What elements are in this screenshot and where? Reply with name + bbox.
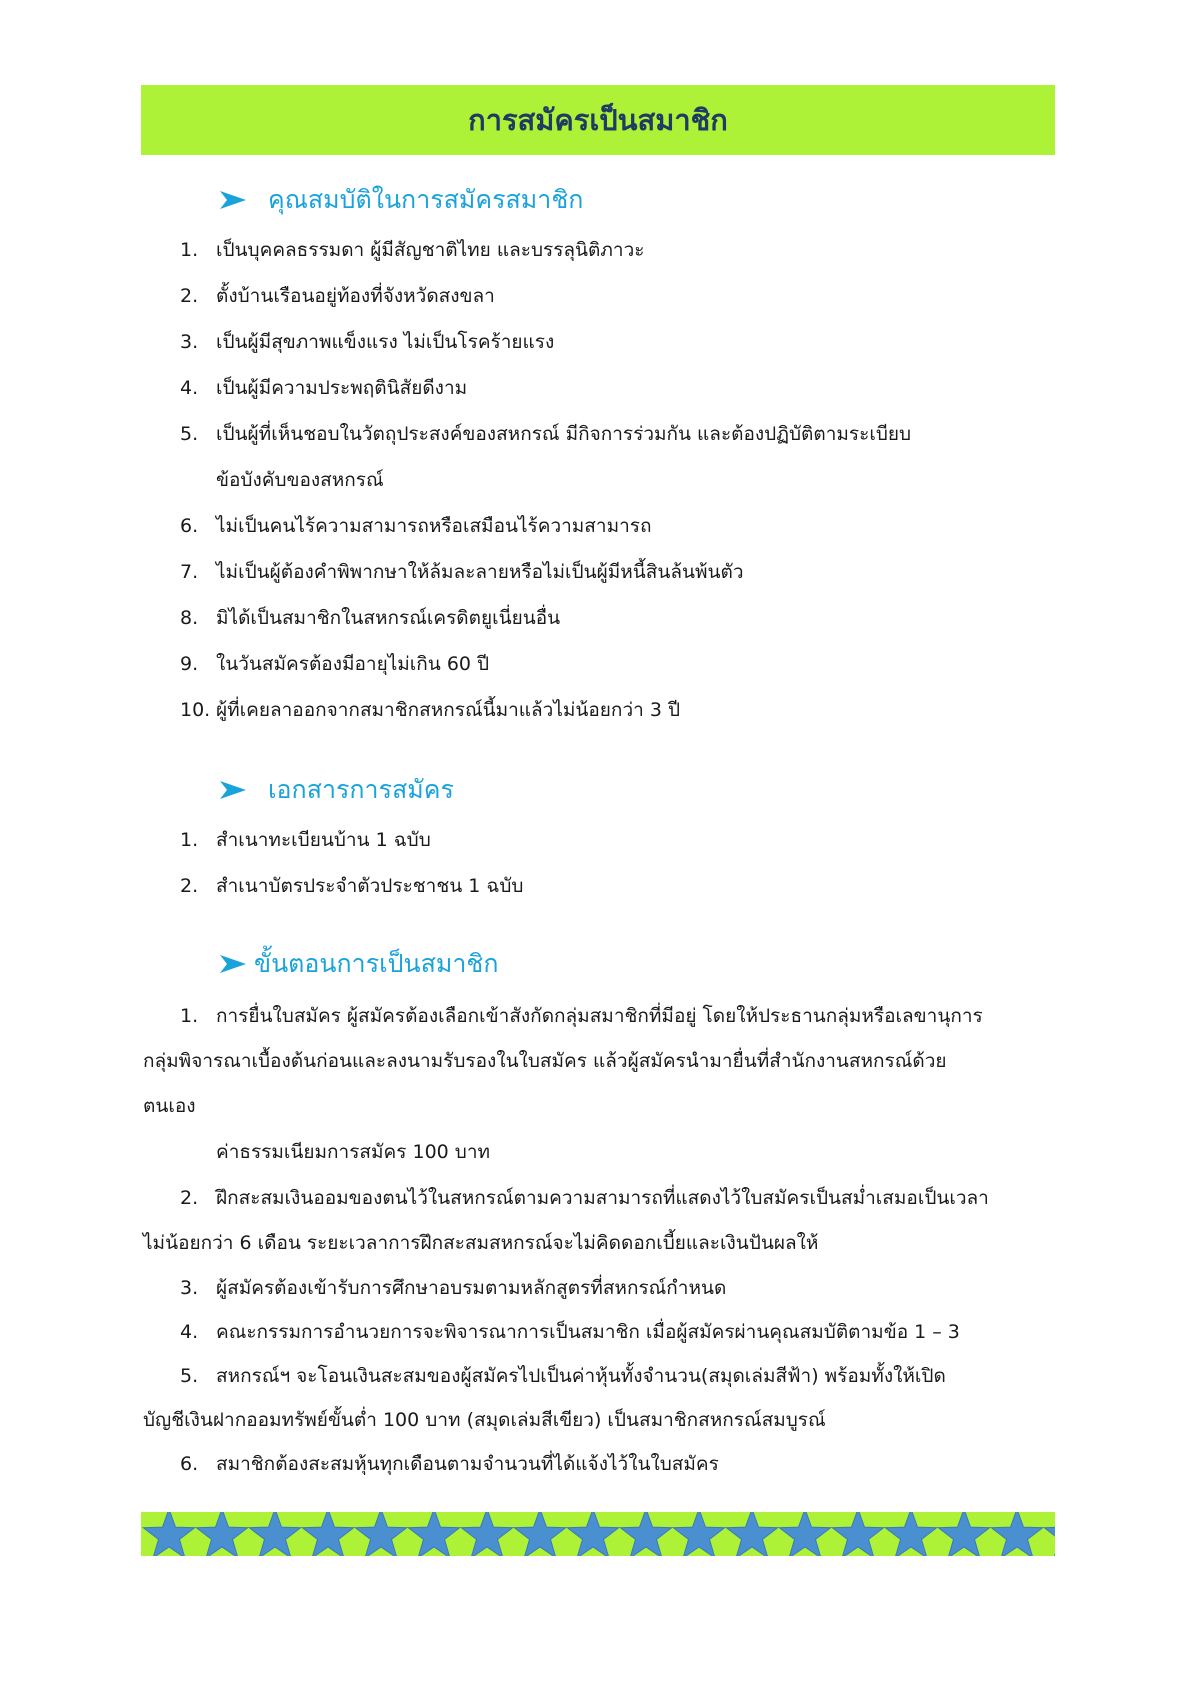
item-number: 7.	[180, 561, 199, 583]
item-text: ฝึกสะสมเงินออมของตนไว้ในสหกรณ์ตามความสามารถที่แสดงไว้ใบสมัครเป็นสม่ำเสมอเป็นเวลา	[216, 1187, 989, 1209]
item-number: 4.	[180, 377, 199, 399]
arrow-right-icon	[218, 189, 248, 211]
arrow-right-icon	[218, 953, 248, 975]
item-text: ผู้สมัครต้องเข้ารับการศึกษาอบรมตามหลักสูตรที่สหกรณ์กำหนด	[216, 1277, 727, 1299]
item-text: ตนเอง	[143, 1095, 196, 1117]
item-text: ไม่เป็นผู้ต้องคำพิพากษาให้ล้มละลายหรือไม่เป็นผู้มีหนี้สินล้นพ้นตัว	[216, 561, 744, 583]
item-number: 3.	[180, 1277, 199, 1299]
item-number: 8.	[180, 607, 199, 629]
item-number: 4.	[180, 1321, 199, 1343]
item-text: มิได้เป็นสมาชิกในสหกรณ์เครดิตยูเนี่ยนอื่น	[216, 607, 561, 629]
item-number: 9.	[180, 653, 199, 675]
star-icon	[355, 1512, 406, 1556]
arrow-right-icon	[218, 779, 248, 801]
star-icon	[726, 1512, 777, 1556]
item-text: ผู้ที่เคยลาออกจากสมาชิกสหกรณ์นี้มาแล้วไม่น้อยกว่า 3 ปี	[216, 699, 681, 721]
section-heading-label: คุณสมบัติในการสมัครสมาชิก	[268, 185, 584, 214]
item-text: การยื่นใบสมัคร ผู้สมัครต้องเลือกเข้าสังกัดกลุ่มสมาชิกที่มีอยู่ โดยให้ประธานกลุ่มหรือเลขานุการ	[216, 1005, 983, 1027]
section-heading-label: ขั้นตอนการเป็นสมาชิก	[254, 949, 499, 978]
item-number: 6.	[180, 1453, 199, 1475]
item-number: 5.	[180, 1365, 199, 1387]
star-icon	[408, 1512, 459, 1556]
item-number: 1.	[180, 1005, 199, 1027]
item-text: บัญชีเงินฝากออมทรัพย์ขั้นต่ำ 100 บาท (สมุดเล่มสีเขียว) เป็นสมาชิกสหกรณ์สมบูรณ์	[143, 1409, 826, 1431]
item-text: กลุ่มพิจารณาเบื้องต้นก่อนและลงนามรับรองในใบสมัคร แล้วผู้สมัครนำมายื่นที่สำนักงานสหกรณ์ด้วย	[143, 1050, 947, 1072]
star-border-band	[141, 1512, 1055, 1556]
star-icon	[885, 1512, 936, 1556]
section-heading-steps	[218, 944, 499, 984]
section-heading-documents	[218, 770, 454, 810]
star-icon	[302, 1512, 353, 1556]
star-icon	[514, 1512, 565, 1556]
item-number: 1.	[180, 829, 199, 851]
star-icon	[991, 1512, 1042, 1556]
item-number: 10.	[180, 699, 211, 721]
star-icon	[196, 1512, 247, 1556]
page-title: การสมัครเป็นสมาชิก	[468, 103, 728, 137]
section-heading-label: เอกสารการสมัคร	[268, 775, 454, 804]
item-text: ในวันสมัครต้องมีอายุไม่เกิน 60 ปี	[216, 653, 490, 675]
item-text: ข้อบังคับของสหกรณ์	[216, 469, 384, 491]
item-text: เป็นผู้มีสุขภาพแข็งแรง ไม่เป็นโรคร้ายแรง	[216, 331, 555, 353]
section-heading-qualifications	[218, 180, 583, 220]
item-number: 5.	[180, 423, 199, 445]
star-icon	[779, 1512, 830, 1556]
star-icon	[620, 1512, 671, 1556]
star-icon	[673, 1512, 724, 1556]
item-text: เป็นผู้ที่เห็นชอบในวัตถุประสงค์ของสหกรณ์ มีกิจการร่วมกัน และต้องปฏิบัติตามระเบียบ	[216, 423, 912, 445]
item-text: คณะกรรมการอำนวยการจะพิจารณาการเป็นสมาชิก เมื่อผู้สมัครผ่านคุณสมบัติตามข้อ 1 – 3	[216, 1321, 960, 1343]
item-number: 1.	[180, 239, 199, 261]
item-text: ไม่เป็นคนไร้ความสามารถหรือเสมือนไร้ความสามารถ	[216, 515, 652, 537]
star-icon	[938, 1512, 989, 1556]
item-text: สหกรณ์ฯ จะโอนเงินสะสมของผู้สมัครไปเป็นค่าหุ้นทั้งจำนวน(สมุดเล่มสีฟ้า) พร้อมทั้งให้เปิด	[216, 1365, 946, 1387]
item-number: 6.	[180, 515, 199, 537]
item-text: สำเนาบัตรประจำตัวประชาชน 1 ฉบับ	[216, 875, 524, 897]
item-text: ค่าธรรมเนียมการสมัคร 100 บาท	[216, 1141, 491, 1163]
item-text: สมาชิกต้องสะสมหุ้นทุกเดือนตามจำนวนที่ได้แจ้งไว้ในใบสมัคร	[216, 1453, 719, 1475]
item-text: ไม่น้อยกว่า 6 เดือน ระยะเวลาการฝึกสะสมสหกรณ์จะไม่คิดดอกเบี้ยและเงินปันผลให้	[143, 1232, 819, 1254]
star-icon	[461, 1512, 512, 1556]
item-number: 2.	[180, 285, 199, 307]
star-icon	[567, 1512, 618, 1556]
star-icon	[143, 1512, 194, 1556]
item-text: ตั้งบ้านเรือนอยู่ท้องที่จังหวัดสงขลา	[216, 285, 495, 307]
item-number: 2.	[180, 1187, 199, 1209]
item-text: เป็นบุคคลธรรมดา ผู้มีสัญชาติไทย และบรรลุนิติภาวะ	[216, 239, 645, 261]
star-row	[141, 1512, 1055, 1556]
item-number: 2.	[180, 875, 199, 897]
star-icon	[249, 1512, 300, 1556]
star-icon	[832, 1512, 883, 1556]
title-banner	[141, 85, 1055, 155]
item-text: เป็นผู้มีความประพฤตินิสัยดีงาม	[216, 377, 468, 399]
star-icon	[1044, 1512, 1055, 1556]
item-text: สำเนาทะเบียนบ้าน 1 ฉบับ	[216, 829, 431, 851]
item-number: 3.	[180, 331, 199, 353]
